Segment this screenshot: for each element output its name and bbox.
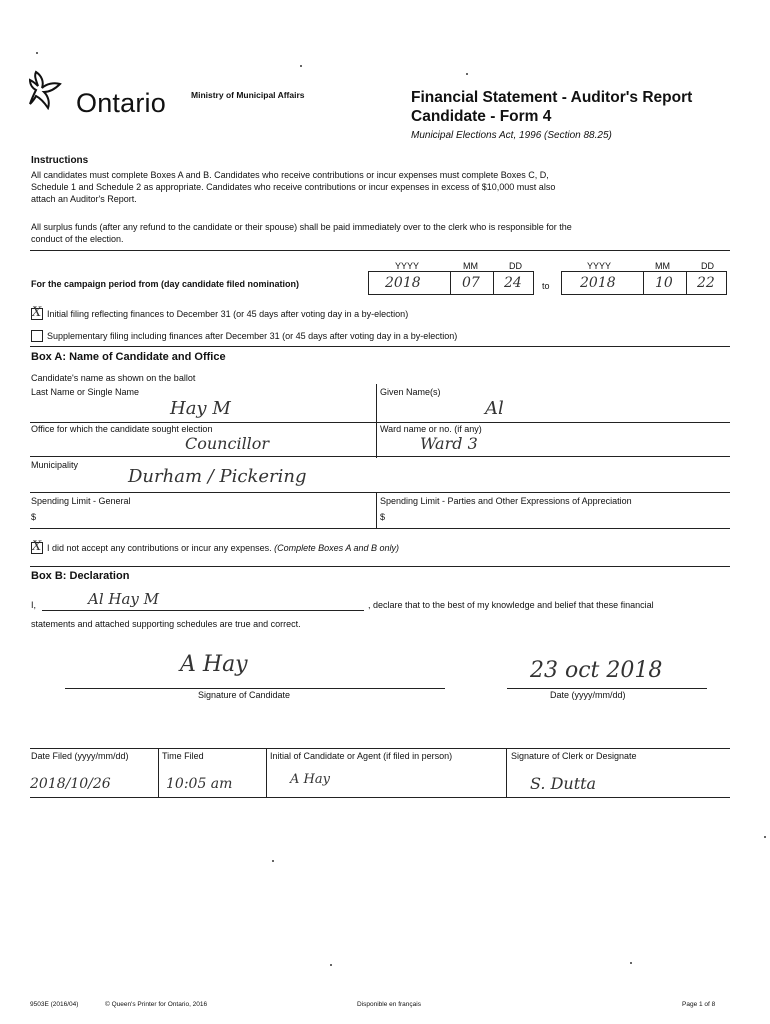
last-name-label: Last Name or Single Name	[31, 387, 140, 397]
french-availability: Disponible en français	[357, 1001, 421, 1008]
mm-label-to: MM	[655, 261, 670, 271]
declarant-line	[42, 610, 364, 611]
given-name-value[interactable]: Al	[485, 398, 504, 419]
mm-label-from: MM	[463, 261, 478, 271]
to-mm-value: 10	[655, 275, 673, 291]
signature-line	[65, 688, 445, 689]
form-code: 9503E (2016/04)	[30, 1001, 79, 1008]
candidate-name-caption: Candidate's name as shown on the ballot	[31, 373, 196, 383]
copyright: © Queen's Printer for Ontario, 2016	[105, 1001, 208, 1008]
supplementary-filing-label: Supplementary filing including finances after December 31 (or 45 days after voting day in a by-election)	[47, 331, 458, 341]
no-contributions-note: (Complete Boxes A and B only)	[274, 543, 400, 553]
divider	[30, 528, 730, 529]
given-name-label: Given Name(s)	[380, 387, 441, 397]
divider	[643, 271, 644, 295]
divider	[506, 748, 507, 798]
last-name-value[interactable]: Hay M	[170, 398, 231, 419]
scan-speck	[300, 65, 302, 67]
from-yyyy-value: 2018	[385, 275, 421, 291]
ward-label: Ward name or no. (if any)	[380, 424, 482, 434]
divider	[30, 456, 730, 457]
declaration-text-2: statements and attached supporting schedules are true and correct.	[31, 619, 301, 629]
declarant-name[interactable]: Al Hay M	[88, 590, 160, 608]
no-contributions-label	[47, 543, 399, 553]
municipality-value[interactable]: Durham / Pickering	[128, 466, 307, 487]
divider	[266, 748, 267, 798]
spending-general-label: Spending Limit - General	[31, 496, 131, 506]
from-dd-value: 24	[504, 275, 522, 291]
divider	[450, 271, 451, 295]
divider	[30, 797, 730, 798]
municipality-label: Municipality	[31, 460, 79, 470]
initial-agent-value[interactable]: A Hay	[290, 772, 330, 787]
divider	[30, 566, 730, 567]
supplementary-filing-checkbox[interactable]	[31, 330, 43, 342]
divider	[686, 271, 687, 295]
scan-speck	[36, 52, 38, 54]
to-dd-value: 22	[697, 275, 715, 291]
candidate-signature[interactable]: A Hay	[180, 652, 248, 677]
from-mm-value: 07	[462, 275, 480, 291]
office-label: Office for which the candidate sought election	[31, 424, 213, 434]
ward-value[interactable]: Ward 3	[420, 434, 478, 453]
divider	[30, 748, 730, 749]
surplus-text-1: All surplus funds (after any refund to the candidate or their spouse) shall be paid immediately over to the clerk who is responsible for the	[31, 222, 572, 232]
date-filed-value[interactable]: 2018/10/26	[30, 776, 111, 792]
divider	[493, 271, 494, 295]
scan-speck	[764, 836, 766, 838]
declaration-i-label: I,	[31, 600, 37, 610]
no-contributions-checkbox[interactable]	[31, 539, 43, 554]
divider	[158, 748, 159, 798]
yyyy-label-to: YYYY	[587, 261, 612, 271]
divider	[30, 492, 730, 493]
scan-speck	[630, 962, 632, 964]
divider	[30, 422, 730, 423]
to-yyyy-value: 2018	[580, 275, 616, 291]
form-subtitle: Candidate - Form 4	[411, 108, 552, 125]
trillium-icon	[28, 66, 74, 110]
divider	[376, 492, 377, 528]
scan-speck	[466, 73, 468, 75]
divider	[30, 346, 730, 347]
no-contributions-text: I did not accept any contributions or incur any expenses.	[47, 543, 272, 553]
box-a-heading: Box A: Name of Candidate and Office	[31, 351, 226, 363]
box-b-heading: Box B: Declaration	[31, 570, 130, 582]
time-filed-label: Time Filed	[162, 751, 204, 761]
instructions-text-3: attach an Auditor's Report.	[31, 194, 137, 204]
time-filed-value[interactable]: 10:05 am	[166, 776, 233, 792]
date-label: Date (yyyy/mm/dd)	[550, 690, 626, 700]
instructions-text-2: Schedule 1 and Schedule 2 as appropriate. Candidates who receive contributions or incur expenses in excess of $10,000 must also	[31, 182, 556, 192]
dd-label-from: DD	[509, 261, 522, 271]
initial-filing-checkbox[interactable]	[31, 305, 43, 320]
instructions-text-1: All candidates must complete Boxes A and B. Candidates who receive contributions or incur expenses must complete Boxes C, D,	[31, 170, 549, 180]
spending-parties-label: Spending Limit - Parties and Other Expressions of Appreciation	[380, 496, 632, 506]
campaign-period-label: For the campaign period from (day candidate filed nomination)	[31, 279, 300, 289]
no-contributions-mark: X	[32, 539, 42, 554]
date-line	[507, 688, 707, 689]
initial-filing-mark: X	[32, 305, 42, 320]
clerk-signature-label: Signature of Clerk or Designate	[511, 751, 637, 761]
spending-general-currency: $	[31, 512, 37, 522]
declaration-date[interactable]: 23 oct 2018	[530, 658, 663, 683]
office-value[interactable]: Councillor	[185, 434, 270, 453]
divider	[376, 384, 377, 424]
scan-speck	[272, 860, 274, 862]
yyyy-label-from: YYYY	[395, 261, 420, 271]
initial-filing-label: Initial filing reflecting finances to December 31 (or 45 days after voting day in a by-election)	[47, 309, 409, 319]
page-number: Page 1 of 8	[682, 1001, 716, 1008]
scan-speck	[330, 964, 332, 966]
to-label: to	[542, 281, 550, 291]
declaration-text: , declare that to the best of my knowledge and belief that these financial	[368, 600, 654, 610]
signature-label: Signature of Candidate	[198, 690, 291, 700]
initial-agent-label: Initial of Candidate or Agent (if filed in person)	[270, 751, 453, 761]
ministry-name: Ministry of Municipal Affairs	[191, 90, 305, 100]
date-filed-label: Date Filed (yyyy/mm/dd)	[31, 751, 129, 761]
divider	[376, 422, 377, 458]
divider	[30, 250, 730, 251]
surplus-text-2: conduct of the election.	[31, 234, 124, 244]
spending-parties-currency: $	[380, 512, 386, 522]
clerk-signature-value[interactable]: S. Dutta	[530, 774, 597, 793]
brand-name: Ontario	[76, 88, 166, 118]
act-reference: Municipal Elections Act, 1996 (Section 88.25)	[411, 130, 612, 141]
dd-label-to: DD	[701, 261, 714, 271]
form-title: Financial Statement - Auditor's Report	[411, 89, 693, 106]
instructions-heading: Instructions	[31, 155, 89, 166]
